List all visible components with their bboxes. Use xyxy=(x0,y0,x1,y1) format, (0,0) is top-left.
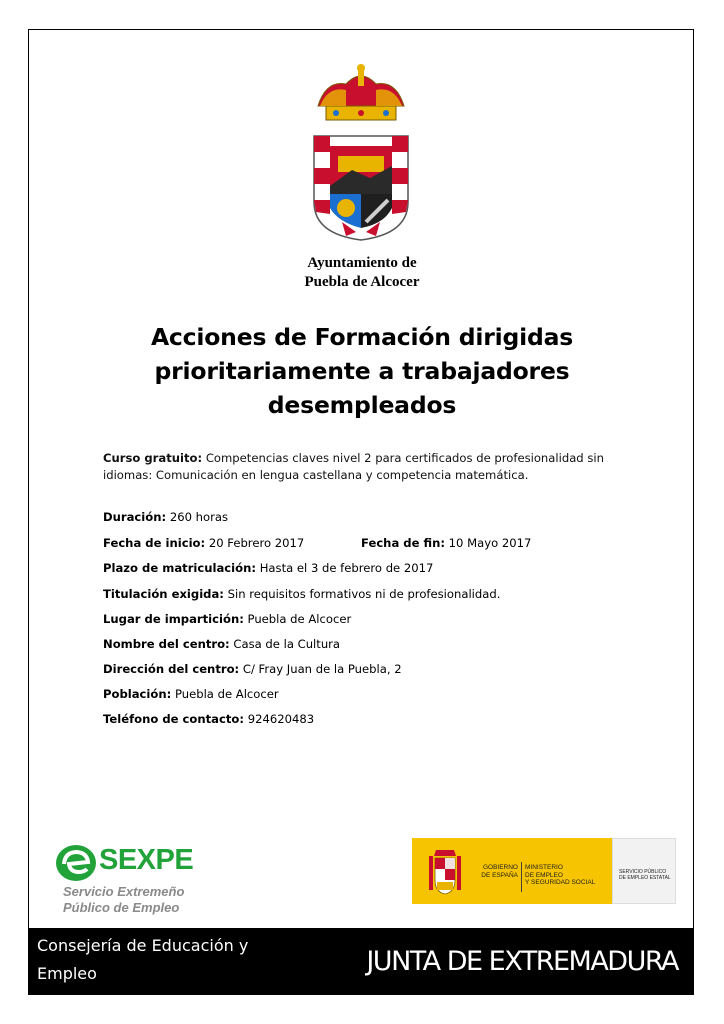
gov-col-2 xyxy=(525,864,595,887)
enrollment-row xyxy=(103,561,433,575)
gov-col1-line1: GOBIERNO xyxy=(482,864,518,871)
footer-bar xyxy=(28,928,694,995)
center-name-label: Nombre del centro: xyxy=(103,637,230,651)
spain-coat-of-arms-icon xyxy=(426,846,464,898)
crown-icon xyxy=(318,64,404,120)
coat-of-arms-logo xyxy=(306,62,416,242)
end-date-label: Fecha de fin: xyxy=(361,536,445,550)
center-name-row xyxy=(103,637,340,651)
town-row xyxy=(103,687,279,701)
course-value-1: Competencias claves nivel 2 para certificados de profesionalidad sin xyxy=(205,451,604,465)
gov-grey-panel xyxy=(612,838,676,904)
government-logo xyxy=(412,838,676,904)
footer-left-line2: Empleo xyxy=(37,964,97,983)
location-value: Puebla de Alcocer xyxy=(247,612,352,626)
course-description xyxy=(103,450,643,484)
address-label: Dirección del centro: xyxy=(103,662,240,676)
duration-row xyxy=(103,510,228,524)
sexpe-e-icon xyxy=(55,844,97,882)
start-date-label: Fecha de inicio: xyxy=(103,536,206,550)
course-value-2: idiomas: Comunicación en lengua castellana y competencia matemática. xyxy=(103,468,529,482)
municipality-line-2: Puebla de Alcocer xyxy=(304,274,420,290)
town-value: Puebla de Alcocer xyxy=(174,687,279,701)
municipality-line-1: Ayuntamiento de xyxy=(307,255,417,271)
qualification-value: Sin requisitos formativos ni de profesionalidad. xyxy=(227,587,501,601)
phone-row xyxy=(103,712,314,726)
sexpe-sub-2: Público de Empleo xyxy=(63,900,180,915)
footer-department xyxy=(37,932,248,988)
duration-label: Duración: xyxy=(103,510,167,524)
sexpe-name: SEXPE xyxy=(99,844,194,876)
sexpe-logo xyxy=(55,842,215,918)
gov-divider xyxy=(521,862,522,892)
enrollment-label: Plazo de matriculación: xyxy=(103,561,257,575)
gov-col3-line1: SERVICIO PÚBLICO xyxy=(619,869,667,875)
footer-junta: JUNTA DE EXTREMADURA xyxy=(366,946,678,977)
enrollment-value: Hasta el 3 de febrero de 2017 xyxy=(259,561,434,575)
start-date-value: 20 Febrero 2017 xyxy=(208,536,305,550)
location-row xyxy=(103,612,351,626)
title-line-1: Acciones de Formación dirigidas xyxy=(150,323,574,351)
end-date-row xyxy=(361,536,531,550)
end-date-value: 10 Mayo 2017 xyxy=(448,536,532,550)
start-date-row xyxy=(103,536,304,550)
course-label: Curso gratuito: xyxy=(103,451,203,465)
gov-col3-line2: DE EMPLEO ESTATAL xyxy=(619,875,671,881)
qualification-label: Titulación exigida: xyxy=(103,587,224,601)
gov-col1-line2: DE ESPAÑA xyxy=(481,871,518,879)
title-line-2: prioritariamente a trabajadores xyxy=(154,357,570,385)
municipality-name xyxy=(262,254,462,292)
duration-value: 260 horas xyxy=(169,510,228,524)
address-row xyxy=(103,662,402,676)
gov-col2-line2: DE EMPLEO xyxy=(525,871,563,879)
title-line-3: desempleados xyxy=(267,391,457,419)
gov-col2-line3: Y SEGURIDAD SOCIAL xyxy=(525,879,596,886)
footer-left-line1: Consejería de Educación y xyxy=(37,936,249,955)
phone-value: 924620483 xyxy=(247,712,315,726)
page-title xyxy=(80,320,644,422)
location-label: Lugar de impartición: xyxy=(103,612,244,626)
qualification-row xyxy=(103,587,500,601)
sexpe-sub-1: Servicio Extremeño xyxy=(63,884,185,899)
phone-label: Teléfono de contacto: xyxy=(103,712,245,726)
gov-col-1 xyxy=(474,864,518,879)
gov-col-3 xyxy=(619,869,671,881)
center-name-value: Casa de la Cultura xyxy=(233,637,341,651)
town-label: Población: xyxy=(103,687,172,701)
gov-col2-line1: MINISTERIO xyxy=(525,864,563,871)
address-value: C/ Fray Juan de la Puebla, 2 xyxy=(242,662,402,676)
shield-icon xyxy=(314,136,408,240)
